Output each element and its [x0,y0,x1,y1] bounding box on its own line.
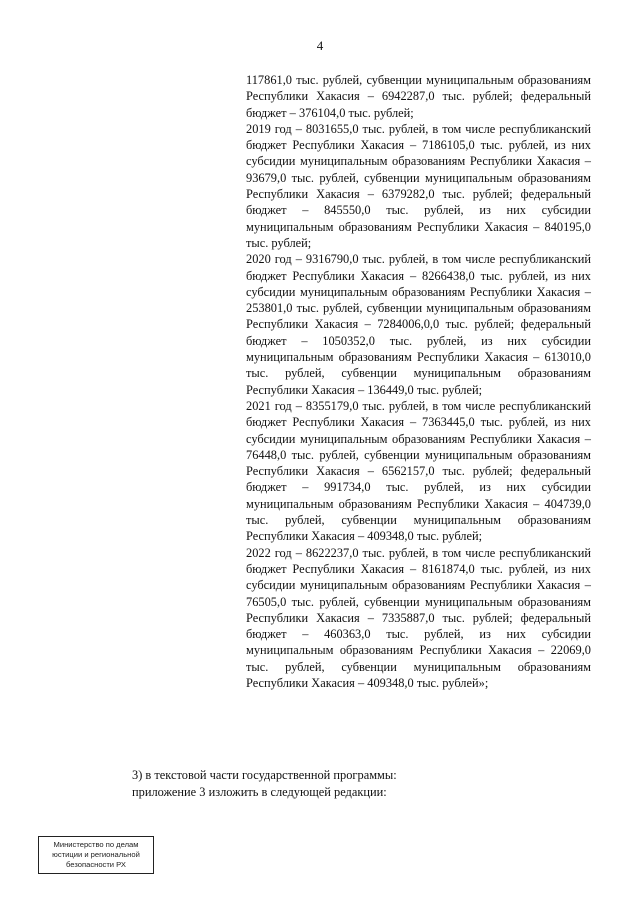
stamp-line-2: юстиции и региональной [52,850,140,859]
budget-paragraph-2018-tail: 117861,0 тыс. рублей, субвенции муниципальным образованиям Республики Хакасия – 6942287,0 тыс. рублей; федеральный бюджет – 376104,0 тыс. рублей; [246,73,591,120]
budget-paragraph-2019: 2019 год – 8031655,0 тыс. рублей, в том числе республиканский бюджет Республики Хакасия – 7186105,0 тыс. рублей, из них субсидии муниципальным образованиям Республики Хакасия – 93679,0 тыс. рублей, субвенции муниципальным образованиям Республики Хакасия – 6379282,0 тыс. рублей; федеральный бюджет – 845550,0 тыс. рублей, из них субсидии муниципальным образованиям Республики Хакасия – 840195,0 тыс. рублей; [246,121,591,250]
stamp-line-3: безопасности РХ [66,860,126,869]
budget-paragraph-2021: 2021 год – 8355179,0 тыс. рублей, в том числе республиканский бюджет Республики Хакасия – 7363445,0 тыс. рублей, из них субсидии муниципальным образованиям Республики Хакасия – 76448,0 тыс. рублей, субвенции муниципальным образованиям Республики Хакасия – 6562157,0 тыс. рублей; федеральный бюджет – 991734,0 тыс. рублей, из них субсидии муниципальным образованиям Республики Хакасия – 404739,0 тыс. рублей, субвенции муниципальным образованиям Республики Хакасия – 409348,0 тыс. рублей; [246,398,591,544]
page-number: 4 [316,38,324,53]
amendment-instruction: приложение 3 изложить в следующей редакции: [132,784,387,799]
budget-paragraph-2020: 2020 год – 9316790,0 тыс. рублей, в том числе республиканский бюджет Республики Хакасия – 8266438,0 тыс. рублей, из них субсидии муниципальным образованиям Республики Хакасия – 253801,0 тыс. рублей, субвенции муниципальным образованиям Республики Хакасия – 7284006,0,0 тыс. рублей; федеральный бюджет – 1050352,0 тыс. рублей, из них субсидии муниципальным образованиям Республики Хакасия – 613010,0 тыс. рублей, субвенции муниципальным образованиям Республики Хакасия – 136449,0 тыс. рублей; [246,252,591,397]
budget-paragraph-2022: 2022 год – 8622237,0 тыс. рублей, в том числе республиканский бюджет Республики Хакасия – 8161874,0 тыс. рублей, из них субсидии муниципальным образованиям Республики Хакасия – 76505,0 тыс. рублей, субвенции муниципальным образованиям Республики Хакасия – 7335887,0 тыс. рублей; федеральный бюджет – 460363,0 тыс. рублей, из них субсидии муниципальным образованиям Республики Хакасия – 22069,0 тыс. рублей, субвенции муниципальным образованиям Республики Хакасия – 409348,0 тыс. рублей»; [246,545,591,690]
amendment-text [132,767,602,800]
stamp-line-1: Министерство по делам [53,840,139,849]
amendment-item-3: 3) в текстовой части государственной программы: [132,768,397,782]
registration-stamp [38,836,154,874]
budget-breakdown [246,72,591,691]
